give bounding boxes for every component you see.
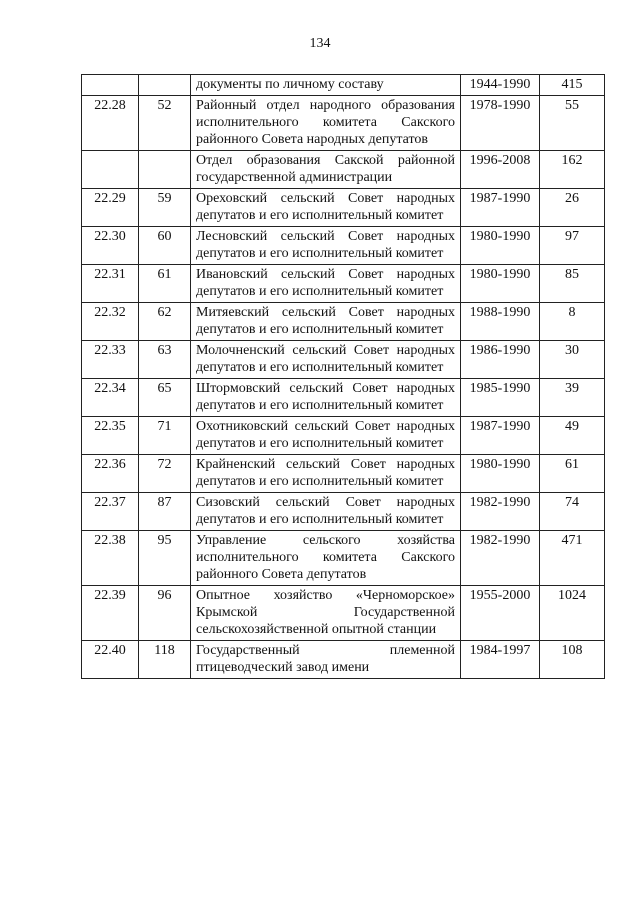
fund-number-cell: 118 (139, 641, 191, 679)
table-row (82, 75, 605, 96)
fund-name-cell: Штормовский сельский Совет народных депутатов и его исполнительный комитет (191, 379, 461, 417)
row-index-cell (82, 151, 139, 189)
date-range-cell: 1982-1990 (461, 531, 540, 586)
row-index-cell: 22.34 (82, 379, 139, 417)
row-index-cell: 22.30 (82, 227, 139, 265)
table-row (82, 341, 605, 379)
fund-name-cell: Молочненский сельский Совет народных депутатов и его исполнительный комитет (191, 341, 461, 379)
file-count-cell: 74 (540, 493, 605, 531)
fund-number-cell: 96 (139, 586, 191, 641)
row-index-cell: 22.36 (82, 455, 139, 493)
fund-name-cell: Районный отдел народного образования исполнительного комитета Сакского районного Совета народных депутатов (191, 96, 461, 151)
table-body (82, 75, 605, 679)
fund-name-cell: Управление сельского хозяйства исполнительного комитета Сакского районного Совета депутатов (191, 531, 461, 586)
table-row (82, 303, 605, 341)
file-count-cell: 26 (540, 189, 605, 227)
table-row (82, 96, 605, 151)
row-index-cell: 22.33 (82, 341, 139, 379)
table-row (82, 189, 605, 227)
date-range-cell: 1987-1990 (461, 189, 540, 227)
fund-number-cell: 62 (139, 303, 191, 341)
file-count-cell: 471 (540, 531, 605, 586)
fund-name-cell: Сизовский сельский Совет народных депутатов и его исполнительный комитет (191, 493, 461, 531)
table-row (82, 265, 605, 303)
fund-number-cell: 59 (139, 189, 191, 227)
date-range-cell: 1985-1990 (461, 379, 540, 417)
fund-name-cell: Лесновский сельский Совет народных депутатов и его исполнительный комитет (191, 227, 461, 265)
date-range-cell: 1988-1990 (461, 303, 540, 341)
row-index-cell (82, 75, 139, 96)
fund-number-cell: 63 (139, 341, 191, 379)
table-row (82, 379, 605, 417)
table-row (82, 586, 605, 641)
table-row (82, 641, 605, 679)
fund-name-cell: Ореховский сельский Совет народных депутатов и его исполнительный комитет (191, 189, 461, 227)
date-range-cell: 1944-1990 (461, 75, 540, 96)
fund-name-cell: Государственный племенной птицеводческий завод имени (191, 641, 461, 679)
fund-name-cell: Опытное хозяйство «Черноморское» Крымской Государственной сельскохозяйственной опытной станции (191, 586, 461, 641)
file-count-cell: 49 (540, 417, 605, 455)
table-row (82, 531, 605, 586)
date-range-cell: 1980-1990 (461, 455, 540, 493)
fund-number-cell: 65 (139, 379, 191, 417)
fund-name-cell: Охотниковский сельский Совет народных депутатов и его исполнительный комитет (191, 417, 461, 455)
fund-name-cell: Крайненский сельский Совет народных депутатов и его исполнительный комитет (191, 455, 461, 493)
date-range-cell: 1987-1990 (461, 417, 540, 455)
page-number: 134 (309, 36, 331, 51)
row-index-cell: 22.40 (82, 641, 139, 679)
fund-name-cell: Ивановский сельский Совет народных депутатов и его исполнительный комитет (191, 265, 461, 303)
table-row (82, 493, 605, 531)
fund-number-cell: 52 (139, 96, 191, 151)
file-count-cell: 39 (540, 379, 605, 417)
table-row (82, 417, 605, 455)
row-index-cell: 22.37 (82, 493, 139, 531)
table-row (82, 227, 605, 265)
row-index-cell: 22.28 (82, 96, 139, 151)
date-range-cell: 1980-1990 (461, 227, 540, 265)
fund-number-cell: 60 (139, 227, 191, 265)
file-count-cell: 108 (540, 641, 605, 679)
fund-number-cell: 61 (139, 265, 191, 303)
date-range-cell: 1980-1990 (461, 265, 540, 303)
row-index-cell: 22.35 (82, 417, 139, 455)
table-row (82, 151, 605, 189)
fund-number-cell (139, 75, 191, 96)
file-count-cell: 61 (540, 455, 605, 493)
date-range-cell: 1986-1990 (461, 341, 540, 379)
fund-number-cell (139, 151, 191, 189)
fund-name-cell: документы по личному составу (191, 75, 461, 96)
row-index-cell: 22.38 (82, 531, 139, 586)
row-index-cell: 22.31 (82, 265, 139, 303)
date-range-cell: 1955-2000 (461, 586, 540, 641)
fund-number-cell: 72 (139, 455, 191, 493)
file-count-cell: 55 (540, 96, 605, 151)
file-count-cell: 415 (540, 75, 605, 96)
file-count-cell: 85 (540, 265, 605, 303)
fund-number-cell: 87 (139, 493, 191, 531)
fund-name-cell: Отдел образования Сакской районной государственной администрации (191, 151, 461, 189)
archive-fund-table (81, 74, 605, 679)
fund-name-cell: Митяевский сельский Совет народных депутатов и его исполнительный комитет (191, 303, 461, 341)
file-count-cell: 1024 (540, 586, 605, 641)
date-range-cell: 1996-2008 (461, 151, 540, 189)
row-index-cell: 22.39 (82, 586, 139, 641)
file-count-cell: 97 (540, 227, 605, 265)
file-count-cell: 30 (540, 341, 605, 379)
date-range-cell: 1984-1997 (461, 641, 540, 679)
table-row (82, 455, 605, 493)
row-index-cell: 22.32 (82, 303, 139, 341)
file-count-cell: 8 (540, 303, 605, 341)
fund-number-cell: 95 (139, 531, 191, 586)
date-range-cell: 1982-1990 (461, 493, 540, 531)
file-count-cell: 162 (540, 151, 605, 189)
fund-number-cell: 71 (139, 417, 191, 455)
date-range-cell: 1978-1990 (461, 96, 540, 151)
row-index-cell: 22.29 (82, 189, 139, 227)
